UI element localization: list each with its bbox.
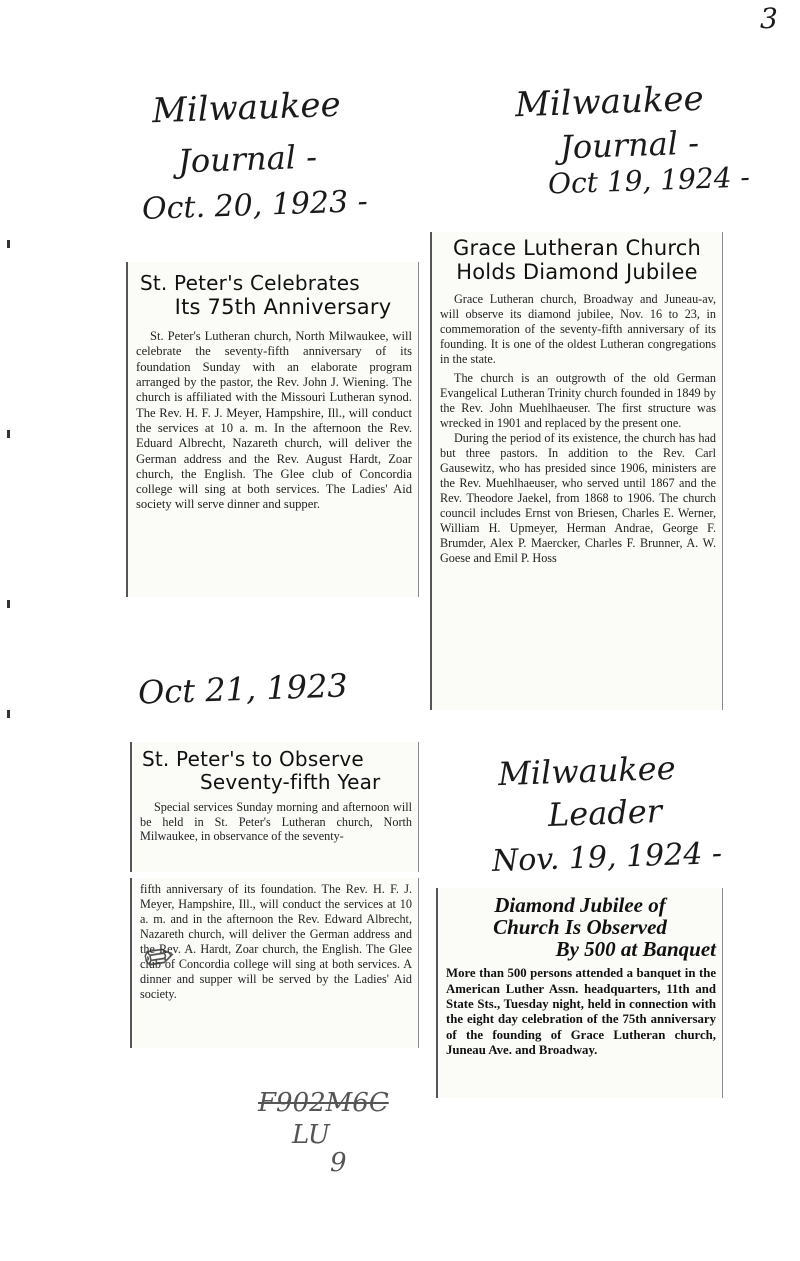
- clipping-headline: [132, 742, 418, 794]
- annotation-leader-name: Leader: [547, 792, 663, 834]
- headline-line: By 500 at Banquet: [555, 937, 716, 962]
- clipping-body: [128, 319, 418, 513]
- annotation-right-paper: Milwaukee: [514, 78, 705, 126]
- edge-mark: [7, 600, 10, 608]
- clipping-body: [432, 284, 722, 566]
- edge-mark: [7, 430, 10, 438]
- clipping-paragraph: fifth anniversary of its foundation. The Rev. H. F. J. Meyer, Hampshire, Ill., will conduct the services at 10 a. m. and in the afternoon the Rev. Edward Albrecht, Nazareth church, will deliver the German address and the Rev. A. Hardt, Zoar church, the English. The Glee club of Concordia college will sing at both services. A dinner and supper will be served by the Ladies' Aid society.: [140, 882, 412, 1001]
- clipping-headline: [438, 888, 722, 960]
- clipping-st-peters-celebrates: [126, 262, 419, 597]
- annotation-catalog-code: F902M6C: [258, 1088, 389, 1118]
- annotation-catalog-sub: LU: [292, 1120, 330, 1150]
- headline-line: Its 75th Anniversary: [174, 295, 392, 319]
- headline-line: St. Peter's Celebrates: [140, 271, 360, 295]
- edge-mark: [7, 240, 10, 248]
- annotation-right-date: Oct 19, 1924 -: [547, 160, 751, 201]
- clipping-paragraph: Special services Sunday morning and afternoon will be held in St. Peter's Lutheran church, North Milwaukee, in observance of the seventy-: [140, 800, 412, 844]
- clipping-paragraph: St. Peter's Lutheran church, North Milwaukee, will celebrate the seventy-fifth anniversary of its foundation Sunday with an elaborate program arranged by the pastor, the Rev. John J. Wiening. The church is affiliated with the Missouri Lutheran synod. The Rev. H. F. J. Meyer, Hampshire, Ill., will conduct the services at 10 a. m. In the afternoon the Rev. Eduard Albrecht, Nazareth church, will deliver the German address and the Rev. August Hardt, Zoar church, the English. The Glee club of Concordia college will sing at both services. The Ladies' Aid society will serve dinner and supper.: [136, 329, 412, 512]
- clipping-body: [132, 878, 418, 1002]
- annotation-catalog-num: 9: [330, 1148, 347, 1178]
- annotation-leader-date: Nov. 19, 1924 -: [491, 835, 723, 880]
- page-number: 3: [760, 2, 778, 35]
- clipping-body: [438, 960, 722, 1058]
- clipping-diamond-jubilee: [436, 888, 723, 1098]
- clipping-paragraph: During the period of its existence, the church has had but three pastors. In addition to the Rev. Carl Gausewitz, who has presided since 1906, ministers are the Rev. Muehlhaeuser, who served until 1867 and the Rev. Theodore Jaekel, from 1868 to 1906. The church council includes Ernst von Briesen, Charles E. Werner, William H. Upmeyer, Herman Andrae, George F. Brumder, Alex P. Maercker, Charles F. Brunner, A. W. Goese and Emil P. Hoss: [440, 431, 716, 566]
- handwritten-scrawl: ✎: [130, 935, 187, 987]
- annotation-right-journal: Journal -: [559, 123, 700, 167]
- clipping-paragraph: More than 500 persons attended a banquet in the American Luther Assn. headquarters, 11th and State Sts., Tuesday night, held in connection with the eight day celebration of the 75th anniversary of the founding of Grace Lutheran church, Juneau Ave. and Broadway.: [446, 966, 716, 1058]
- annotation-left-date: Oct. 20, 1923 -: [141, 184, 369, 227]
- edge-mark: [7, 710, 10, 718]
- annotation-leader-paper: Milwaukee: [497, 748, 677, 794]
- headline-line: Church Is Observed: [493, 915, 667, 940]
- clipping-grace-lutheran: [430, 232, 723, 710]
- annotation-left-journal: Journal -: [177, 137, 318, 181]
- clipping-paragraph: The church is an outgrowth of the old German Evangelical Lutheran Trinity church founded in 1849 by the Rev. John Muehlhaeuser. The first structure was wrecked in 1901 and replaced by the present one.: [440, 371, 716, 431]
- clipping-paragraph: Grace Lutheran church, Broadway and Juneau-av, will observe its diamond jubilee, Nov. 16 to 23, in commemoration of the seventy-fifth anniversary of its founding. It is one of the oldest Lutheran congregations in the state.: [440, 292, 716, 367]
- annotation-mid-date: Oct 21, 1923: [137, 666, 349, 712]
- clipping-headline: [432, 232, 722, 284]
- clipping-st-peters-observe-continued: [130, 878, 419, 1048]
- headline-line: Diamond Jubilee of: [494, 893, 666, 917]
- clipping-body: [132, 794, 418, 844]
- headline-line: Holds Diamond Jubilee: [456, 260, 698, 285]
- headline-line: Grace Lutheran Church: [452, 236, 702, 260]
- clipping-st-peters-observe: [130, 742, 419, 872]
- clipping-headline: [128, 262, 418, 319]
- headline-line: Seventy-fifth Year: [200, 770, 381, 794]
- headline-line: St. Peter's to Observe: [142, 747, 364, 771]
- annotation-left-paper: Milwaukee: [151, 84, 342, 132]
